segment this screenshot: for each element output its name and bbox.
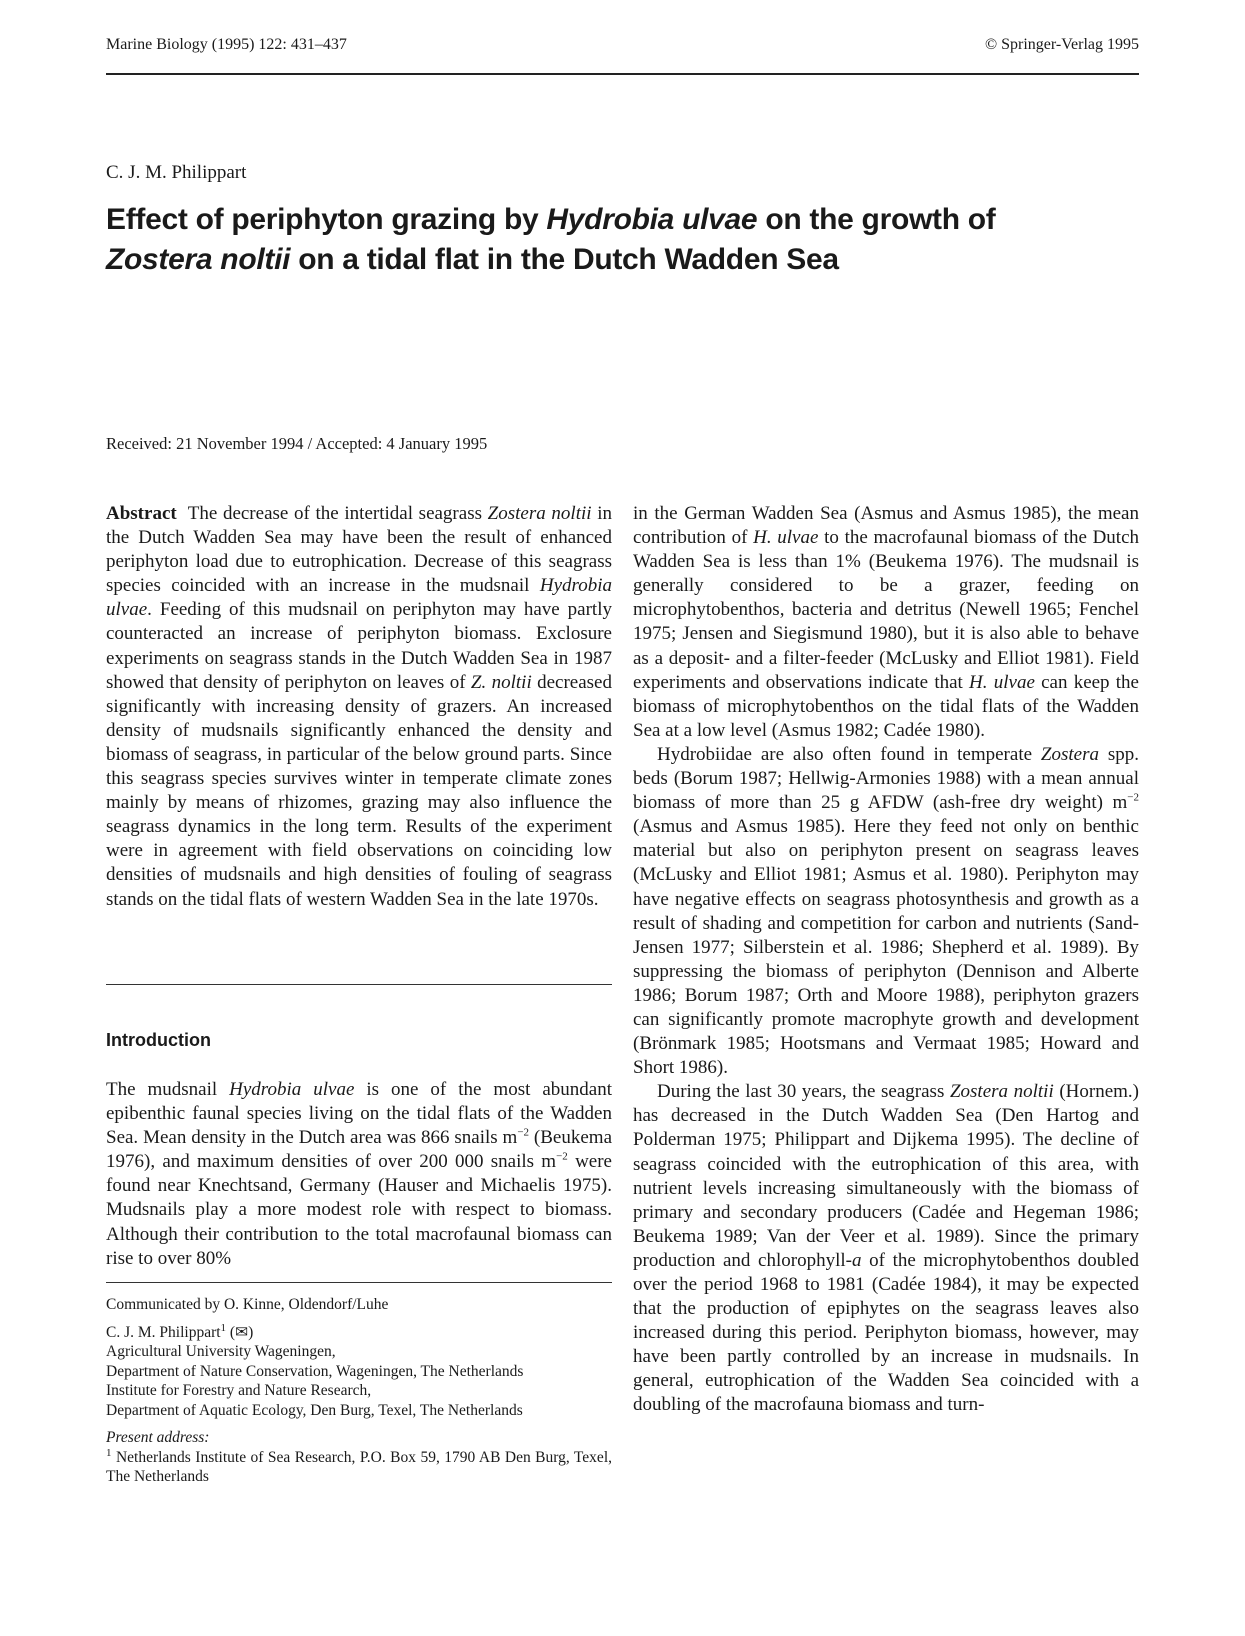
author-affiliation: C. J. M. Philippart$^1$ (✉): [106, 1321, 254, 1341]
author-name: C. J. M. Philippart: [106, 162, 247, 183]
title-species-zostera: Zostera noltii: [106, 243, 291, 276]
footnote-divider: [106, 1282, 612, 1283]
paragraph: Hydrobiidae are also often found in temperate Zostera spp. beds (Borum 1987; Hellwig-Armonies 1988) with a mean annual biomass of more than 25 g AFDW (ash-free dry weight) $m^{-2}$ (Asmus and Asmus 1985). Here they feed not only on benthic material but also on periphyton present on seagrass leaves (McLusky and Elliot 1981; Asmus et al. 1980). Periphyton may have negative effects on seagrass photosynthesis and growth as a result of shading and competition for carbon and nutrients (Sand-Jensen 1977; Silberstein et al. 1986; Shepherd et al. 1989). By suppressing the biomass of periphyton (Dennison and Alberte 1986; Borum 1987; Orth and Moore 1988), periphyton grazers can significantly promote macrophyte growth and development (Brönmark 1985; Hootsmans and Vermaat 1985; Howard and Short 1986).: [633, 743, 1139, 1079]
journal-citation: Marine Biology (1995) 122: 431–437: [106, 36, 347, 53]
article-title: Effect of periphyton grazing by Hydrobia ulvae on the growth of Zostera noltii on a tidal flat in the Dutch Wadden Sea: [106, 203, 996, 276]
paragraph: in the German Wadden Sea (Asmus and Asmus 1985), the mean contribution of H. ulvae to the macrofaunal biomass of the Dutch Wadden Sea is less than 1% (Beukema 1976). The mudsnail is generally considered to be a grazer, feeding on microphytobenthos, bacteria and detritus (Newell 1965; Fenchel 1975; Jensen and Siegismund 1980), but it is also able to behave as a deposit- and a filter-feeder (McLusky and Elliot 1981). Field experiments and observations indicate that H. ulvae can keep the biomass of microphytobenthos on the tidal flats of the Wadden Sea at a low level (Asmus 1982; Cadée 1980).: [633, 503, 1140, 741]
body-right-column: [633, 502, 1139, 1418]
present-address-label: Present address:: [106, 1429, 210, 1446]
present-address: $^1$ Netherlands Institute of Sea Research, P.O. Box 59, 1790 AB Den Burg, Texel, The Netherlands: [106, 1446, 612, 1485]
abstract: Abstract The decrease of the intertidal seagrass Zostera noltii in the Dutch Wadden Sea may have been the result of enhanced periphyton load due to eutrophication. Decrease of this seagrass species coincided with an increase in the mudsnail Hydrobia ulvae. Feeding of this mudsnail on periphyton may have partly counteracted an increase of periphyton biomass. Exclosure experiments on seagrass stands in the Dutch Wadden Sea in 1987 showed that density of periphyton on leaves of Z. noltii decreased significantly with increasing density of grazers. An increased density of mudsnails significantly enhanced the density and biomass of seagrass, in particular of the below ground parts. Since this seagrass species survives winter in temperate climate zones mainly by means of rhizomes, grazing may also influence the seagrass dynamics in the long term. Results of the experiment were in agreement with field observations on coinciding low densities of mudsnails and high densities of fouling of seagrass stands on the tidal flats of western Wadden Sea in the late 1970s.: [106, 503, 613, 910]
header-rule: [106, 73, 1139, 75]
communicated-by: Communicated by O. Kinne, Oldendorf/Luhe: [106, 1296, 389, 1313]
abstract-label: Abstract: [106, 503, 177, 524]
introduction-heading: Introduction: [106, 1030, 211, 1050]
introduction-paragraph: The mudsnail Hydrobia ulvae is one of the most abundant epibenthic faunal species living on the tidal flats of the Wadden Sea. Mean density in the Dutch area was 866 snails $m^{-2}$ (Beukema 1976), and maximum densities of over 200 000 snails $m^{-2}$ were found near Knechtsand, Germany (Hauser and Michaelis 1975). Mudsnails play a more modest role with respect to biomass. Although their contribution to the total macrofaunal biomass can rise to over 80%: [106, 1079, 613, 1269]
section-divider: [106, 984, 612, 985]
mail-icon: (✉): [226, 1323, 254, 1341]
publisher-copyright: © Springer-Verlag 1995: [984, 36, 1139, 53]
paragraph: During the last 30 years, the seagrass Zostera noltii (Hornem.) has decreased in the Dutch Wadden Sea (Den Hartog and Polderman 1975; Philippart and Dijkema 1995). The decline of seagrass coincided with the eutrophication of this area, with nutrient levels increasing simultaneously with the biomass of primary and secondary producers (Cadée and Hegeman 1986; Beukema 1989; Van der Veer et al. 1989). Since the primary production and chlorophyll-a of the microphytobenthos doubled over the period 1968 to 1981 (Cadée 1984), it may be expected that the production of epiphytes on the seagrass leaves also increased during this period. Periphyton biomass, however, may have been partly controlled by an increase in mudsnails. In general, eutrophication of the Wadden Sea coincided with a doubling of the macrofauna biomass and turn-: [633, 1081, 1139, 1416]
received-accepted-dates: Received: 21 November 1994 / Accepted: 4 January 1995: [106, 434, 488, 453]
footnotes: Communicated by O. Kinne, Oldendorf/Luhe C. J. M. Philippart$^1$ (✉) Agricultural University Wageningen, Department of Nature Conservation, Wageningen, The Netherlands Institute for Forestry and Nature Research, Department of Aquatic Ecology, Den Burg, Texel, The Netherlands Present address: $^1$ Netherlands Institute of Sea Research, P.O. Box 59, 1790 AB Den Burg, Texel, The Netherlands: [106, 1296, 612, 1485]
title-species-hydrobia: Hydrobia ulvae: [546, 203, 758, 236]
